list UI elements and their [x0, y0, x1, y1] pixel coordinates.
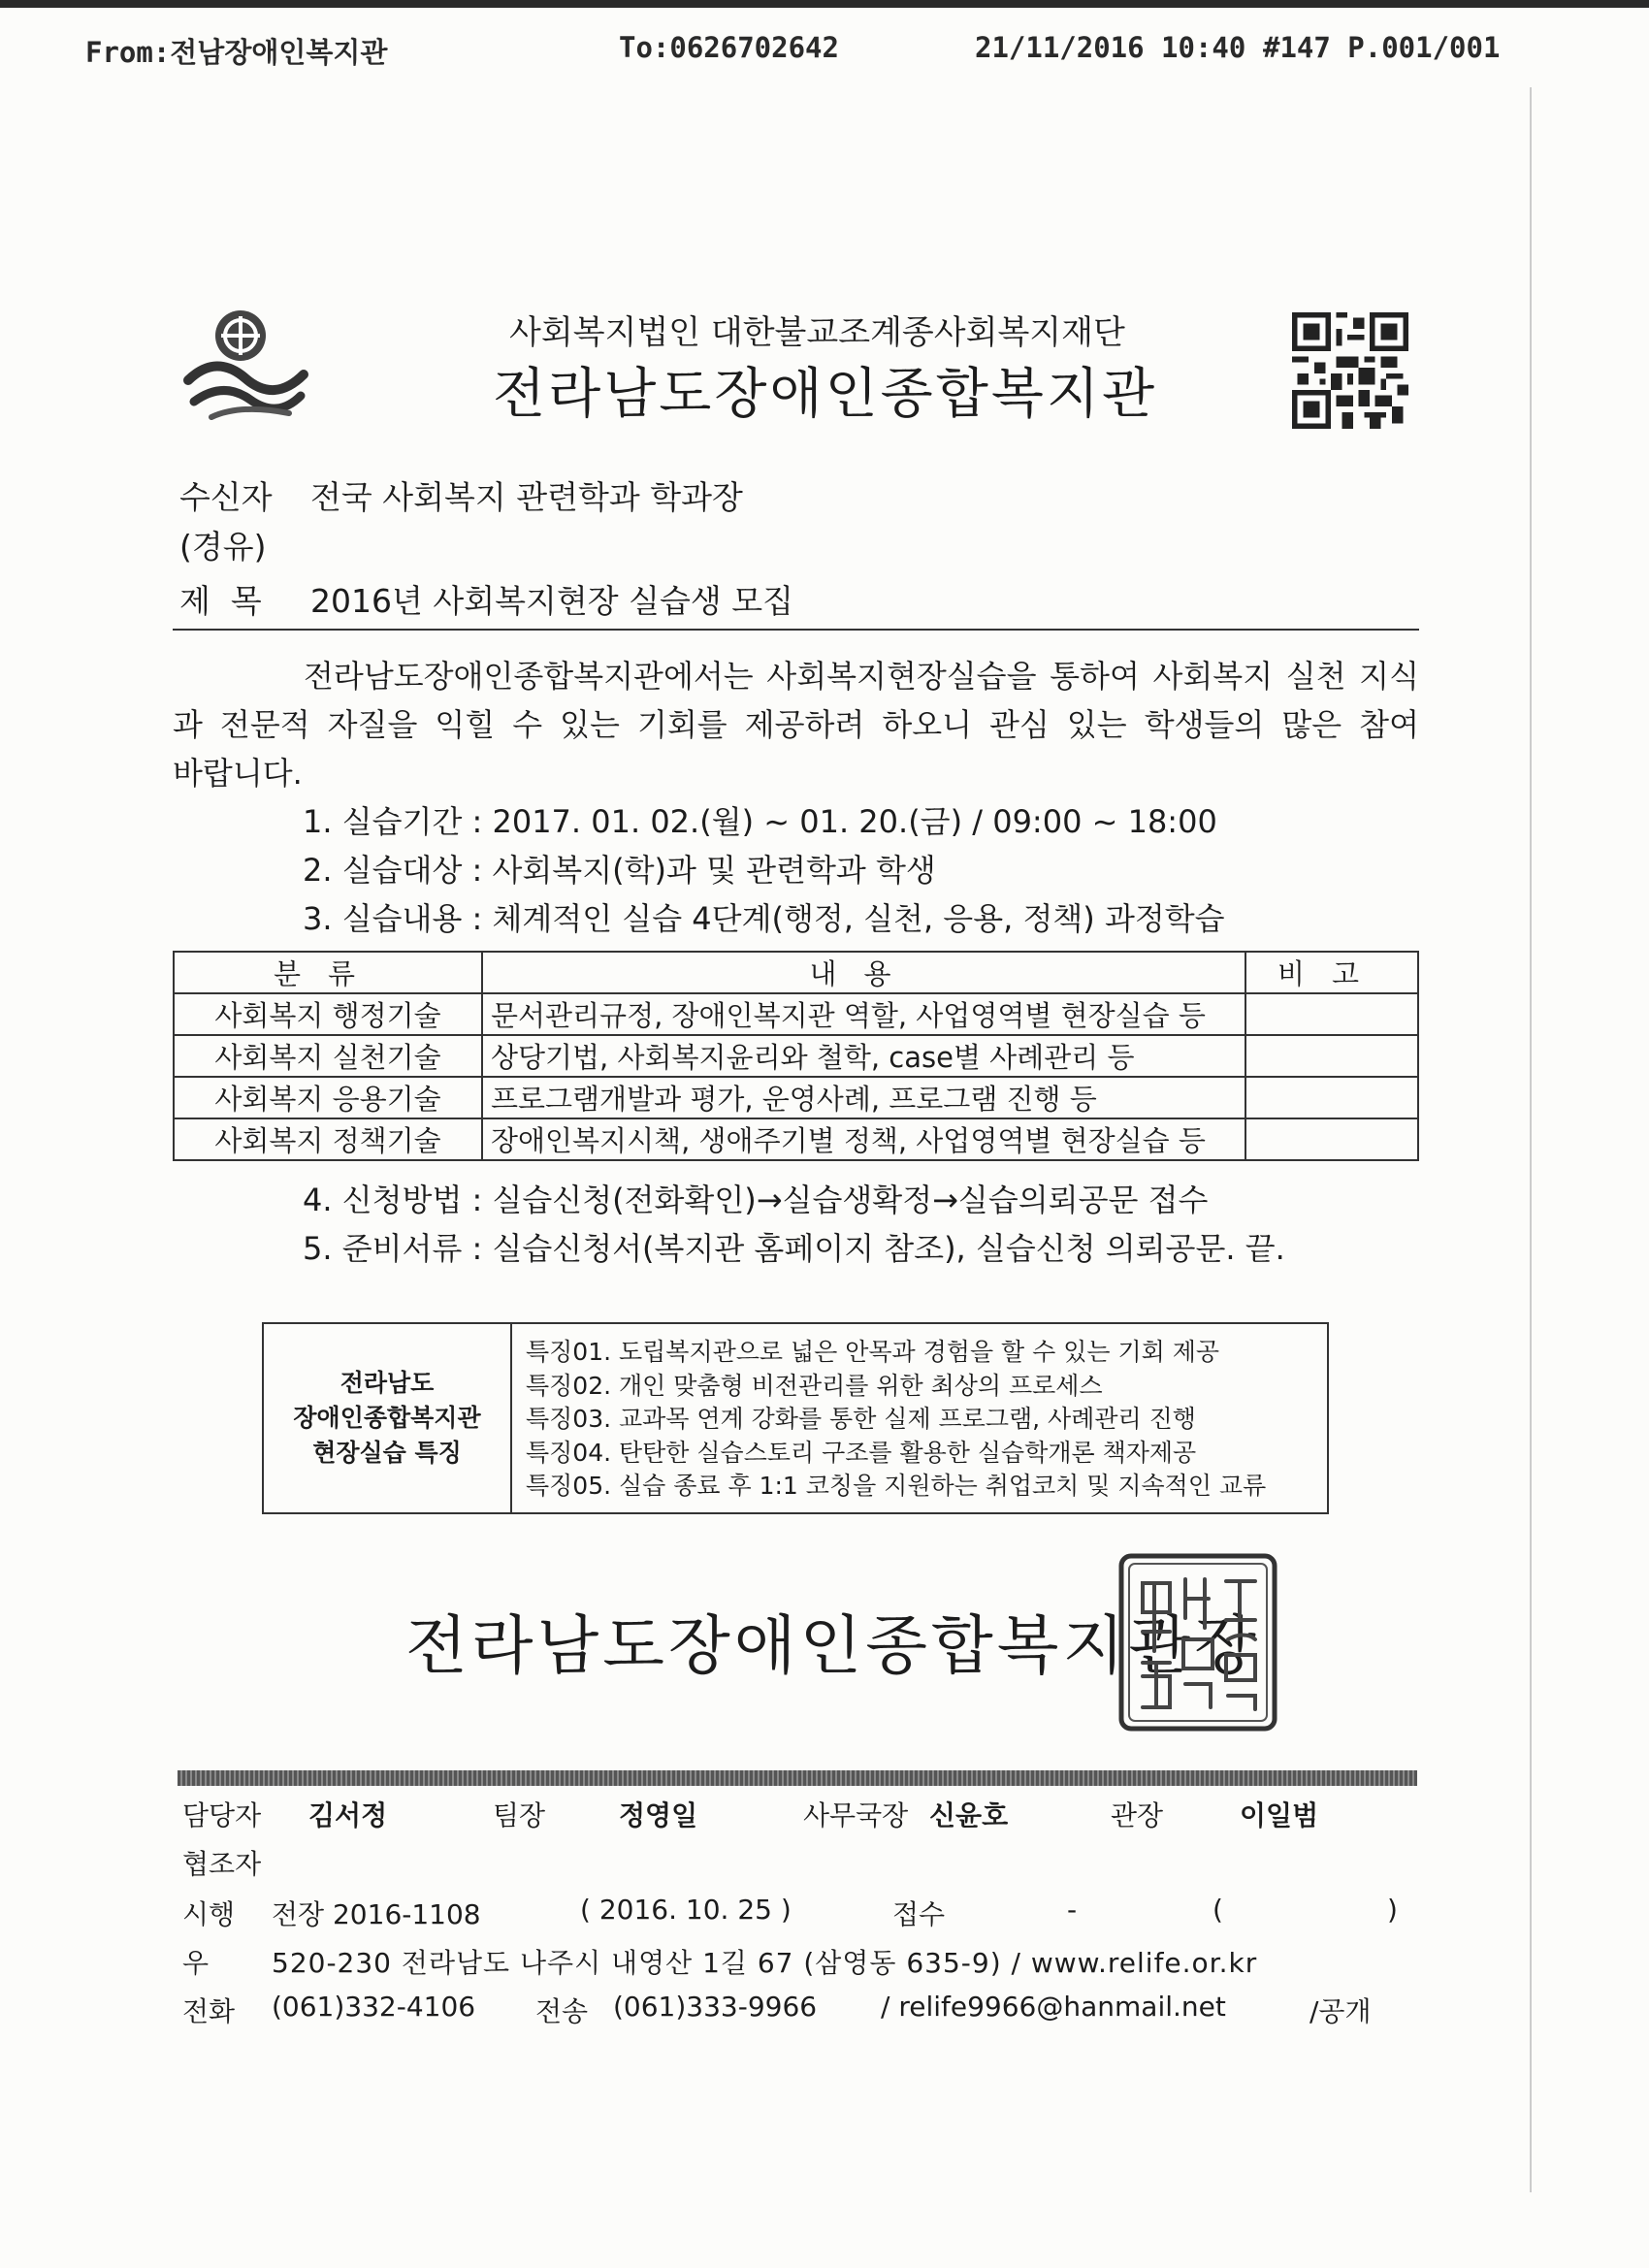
post-label: 우 — [182, 1947, 210, 1979]
coop-label: 협조자 — [182, 1848, 262, 1880]
table-row — [174, 1118, 1418, 1160]
recipient-row — [179, 472, 743, 518]
table-cell-content: 문서관리규정, 장애인복지관 역할, 사업영역별 현장실습 등 — [482, 993, 1245, 1035]
disclosure: /공개 — [1310, 1995, 1372, 2027]
secretary-name: 신윤호 — [929, 1799, 1009, 1831]
table-cell-category: 사회복지 정책기술 — [174, 1118, 482, 1160]
fax-page: #147 P.001/001 — [1263, 31, 1501, 64]
receipt-value: - — [1067, 1894, 1078, 1926]
exec-label: 시행 — [182, 1898, 236, 1930]
exec-date: ( 2016. 10. 25 ) — [580, 1894, 792, 1926]
subject-label: 제 목 — [179, 582, 262, 620]
item-content: 3. 실습내용 : 체계적인 실습 4단계(행정, 실천, 응용, 정책) 과정학습 — [303, 900, 1225, 937]
table-cell-content: 상당기법, 사회복지윤리와 철학, case별 사례관리 등 — [482, 1035, 1245, 1077]
features-list — [526, 1336, 1266, 1504]
item-documents: 5. 준비서류 : 실습신청서(복지관 홈페이지 참조), 실습신청 의뢰공문. 끝. — [303, 1230, 1285, 1267]
qr-code-icon — [1292, 312, 1408, 429]
training-table — [173, 951, 1419, 1161]
fax-from: From:전남장애인복지관 — [85, 36, 388, 69]
table-row — [174, 993, 1418, 1035]
feature-item: 특징01. 도립복지관으로 넓은 안목과 경험을 할 수 있는 기회 제공 — [526, 1338, 1220, 1366]
via-label: (경유) — [179, 528, 267, 566]
body-paragraph-end: 바랍니다. — [173, 755, 303, 792]
table-header-note: 비고 — [1245, 952, 1418, 993]
staff-label: 담당자 — [182, 1799, 262, 1831]
features-title — [264, 1324, 512, 1512]
director-label: 관장 — [1111, 1799, 1164, 1831]
email: / relife9966@hanmail.net — [881, 1991, 1226, 2023]
exec-value: 전장 2016-1108 — [272, 1898, 481, 1930]
subject-value: 2016년 사회복지현장 실습생 모집 — [310, 582, 793, 620]
footer-bar — [178, 1770, 1417, 1786]
receipt-open: ( — [1212, 1894, 1223, 1926]
receipt-label: 접수 — [892, 1898, 946, 1930]
table-header-content: 내용 — [482, 952, 1245, 993]
body-paragraph-block — [173, 652, 1419, 797]
header-rule — [173, 629, 1419, 631]
phone-label: 전화 — [182, 1995, 236, 2027]
official-seal-icon — [1116, 1550, 1280, 1734]
signature-director: 전라남도장애인종합복지관장 — [405, 1608, 1260, 1683]
table-cell-content: 프로그램개발과 평가, 운영사례, 프로그램 진행 등 — [482, 1077, 1245, 1118]
secretary-label: 사무국장 — [803, 1799, 909, 1831]
features-title-line: 장애인종합복지관 — [293, 1404, 481, 1432]
table-cell-note — [1245, 1118, 1418, 1160]
table-header-category: 분류 — [174, 952, 482, 993]
fax-number: (061)333-9966 — [613, 1991, 818, 2023]
table-cell-content: 장애인복지시책, 생애주기별 정책, 사업영역별 현장실습 등 — [482, 1118, 1245, 1160]
fax-datetime: 21/11/2016 10:40 — [975, 31, 1246, 64]
scan-edge-line — [1530, 87, 1532, 2192]
feature-item: 특징02. 개인 맞춤형 비전관리를 위한 최상의 프로세스 — [526, 1371, 1103, 1400]
foundation-name: 사회복지법인 대한불교조계종사회복지재단 — [509, 313, 1125, 352]
body-paragraph: 전라남도장애인종합복지관에서는 사회복지현장실습을 통하여 사회복지 실천 지식과 전문적 자질을 익힐 수 있는 기회를 제공하려 하오니 관심 있는 학생들의 많은 참여 — [173, 658, 1419, 743]
fax-to: To:0626702642 — [619, 31, 839, 64]
features-title-line: 전라남도 — [340, 1369, 435, 1397]
feature-item: 특징04. 탄탄한 실습스토리 구조를 활용한 실습학개론 책자제공 — [526, 1438, 1197, 1467]
item-period: 1. 실습기간 : 2017. 01. 02.(월) ~ 01. 20.(금) / 09:00 ~ 18:00 — [303, 803, 1217, 840]
table-row — [174, 1077, 1418, 1118]
table-header-row — [174, 952, 1418, 993]
phone-number: (061)332-4106 — [272, 1991, 476, 2023]
table-cell-note — [1245, 993, 1418, 1035]
address: 520-230 전라남도 나주시 내영산 1길 67 (삼영동 635-9) / www.relife.or.kr — [272, 1947, 1258, 1979]
item-application: 4. 신청방법 : 실습신청(전화확인)→실습생확정→실습의뢰공문 접수 — [303, 1182, 1209, 1218]
table-row — [174, 1035, 1418, 1077]
subject-row — [179, 576, 793, 622]
table-cell-category: 사회복지 실천기술 — [174, 1035, 482, 1077]
item-target: 2. 실습대상 : 사회복지(학)과 및 관련학과 학생 — [303, 852, 936, 889]
receipt-close: ) — [1387, 1894, 1398, 1926]
organization-logo-icon — [182, 303, 308, 424]
fax-label: 전송 — [535, 1995, 589, 2027]
table-cell-category: 사회복지 응용기술 — [174, 1077, 482, 1118]
director-name: 이일범 — [1240, 1799, 1319, 1831]
table-cell-category: 사회복지 행정기술 — [174, 993, 482, 1035]
recipient-label: 수신자 — [179, 478, 273, 516]
team-label: 팀장 — [493, 1799, 546, 1831]
recipient-value: 전국 사회복지 관련학과 학과장 — [310, 478, 743, 516]
staff-name: 김서정 — [308, 1799, 388, 1831]
top-edge-line — [0, 0, 1649, 8]
team-name: 정영일 — [619, 1799, 698, 1831]
feature-item: 특징03. 교과목 연계 강화를 통한 실제 프로그램, 사례관리 진행 — [526, 1405, 1196, 1433]
features-title-line: 현장실습 특징 — [312, 1439, 462, 1467]
organization-name: 전라남도장애인종합복지관 — [493, 363, 1158, 426]
table-cell-note — [1245, 1077, 1418, 1118]
features-box — [262, 1322, 1329, 1514]
table-cell-note — [1245, 1035, 1418, 1077]
feature-item: 특징05. 실습 종료 후 1:1 코칭을 지원하는 취업코치 및 지속적인 교류 — [526, 1472, 1267, 1500]
